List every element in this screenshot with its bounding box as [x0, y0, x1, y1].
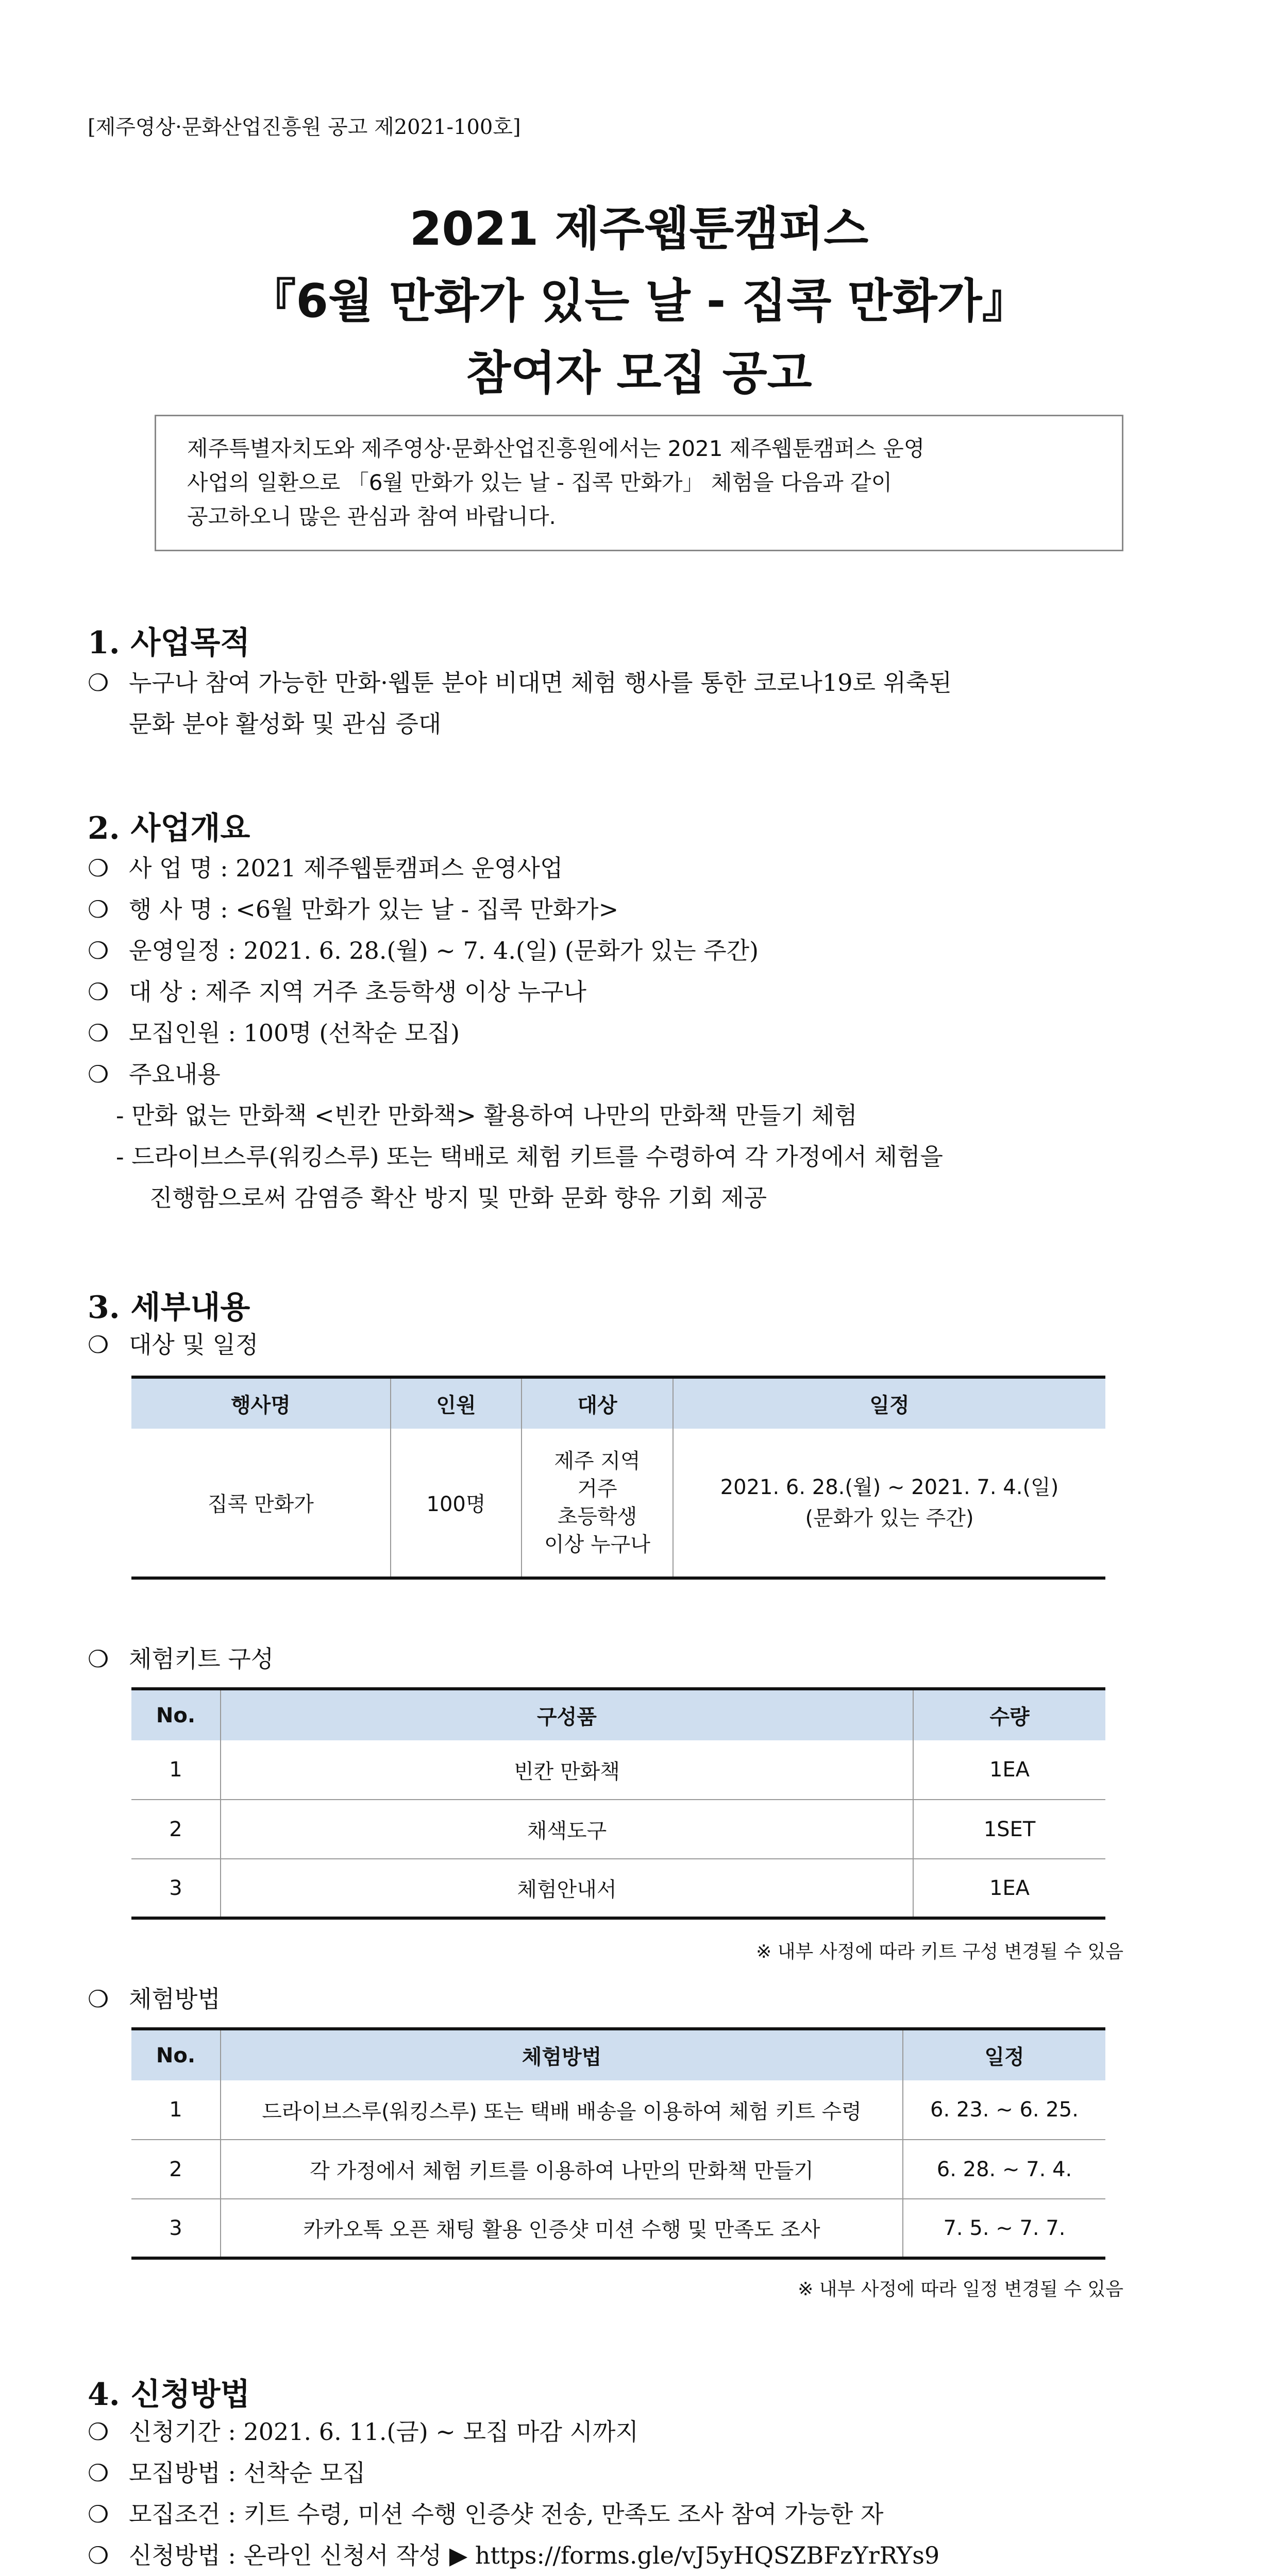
s2-item: [88, 1015, 460, 1051]
s2-item: [88, 933, 759, 969]
s4-item-apply: [88, 2537, 939, 2573]
s4-item: [88, 2414, 638, 2450]
col-header: No.: [131, 2029, 221, 2080]
s3-text: 대상 및 일정: [129, 1331, 259, 1359]
s3-target-label: [88, 1327, 258, 1363]
cell-no: 1: [131, 2080, 221, 2140]
s2-item: [88, 1056, 221, 1092]
cell-no: 3: [131, 2199, 221, 2258]
col-header: 구성품: [221, 1689, 913, 1740]
bullet-icon: ❍: [88, 1060, 109, 1088]
target-line: 초등학생: [557, 1504, 637, 1529]
section-3-title: 3. 세부내용: [88, 1290, 250, 1326]
bullet-icon: ❍: [88, 2500, 109, 2528]
target-line: 이상 누구나: [544, 1532, 650, 1556]
s2-item: [88, 891, 618, 927]
s2-content-1: - 만화 없는 만화책 <빈칸 만화책> 활용하여 나만의 만화책 만들기 체험: [116, 1101, 857, 1129]
bullet-icon: ❍: [88, 978, 109, 1006]
bullet-icon: ❍: [88, 2541, 109, 2569]
cell-method: 드라이브스루(워킹스루) 또는 택배 배송을 이용하여 체험 키트 수령: [221, 2080, 903, 2140]
title-line-2: 『6월 만화가 있는 날 - 집콕 만화가』: [249, 274, 1029, 328]
s4-item: [88, 2496, 883, 2532]
s2-text: 대 상 : 제주 지역 거주 초등학생 이상 누구나: [129, 978, 586, 1006]
event-name: 집콕 만화가: [131, 1429, 391, 1578]
schedule-table: [131, 1376, 1105, 1580]
s2-item: [88, 850, 563, 886]
event-count: 100명: [391, 1429, 522, 1578]
target-line: 거주: [577, 1477, 617, 1501]
title-line-3: 참여자 모집 공고: [466, 346, 812, 400]
col-header: 행사명: [131, 1377, 391, 1429]
bullet-icon: ❍: [88, 1985, 109, 2013]
s4-text: 신청기간 : 2021. 6. 11.(금) ~ 모집 마감 시까지: [129, 2418, 638, 2446]
intro-line: 공고하오니 많은 관심과 참여 바랍니다.: [187, 504, 556, 529]
s2-text: 모집인원 : 100명 (선착순 모집): [129, 1019, 460, 1047]
table-row: [131, 2080, 1105, 2140]
s2-text: 행 사 명 : <6월 만화가 있는 날 - 집콕 만화가>: [129, 895, 619, 923]
section-4-title: 4. 신청방법: [88, 2377, 250, 2413]
s4-text: 모집조건 : 키트 수령, 미션 수행 인증샷 전송, 만족도 조사 참여 가능한 자: [129, 2500, 884, 2528]
col-header: 인원: [391, 1377, 522, 1429]
event-schedule: [673, 1429, 1105, 1578]
bullet-icon: ❍: [88, 937, 109, 964]
table-row: [131, 1800, 1105, 1859]
schedule-line: 2021. 6. 28.(월) ~ 2021. 7. 4.(일): [720, 1475, 1059, 1499]
table-row: [131, 1859, 1105, 1918]
table-row: [131, 1740, 1105, 1800]
table-row: [131, 1429, 1105, 1578]
method-table: [131, 2027, 1105, 2260]
method-note: ※ 내부 사정에 따라 일정 변경될 수 있음: [798, 2279, 1123, 2300]
cell-item: 채색도구: [221, 1800, 913, 1859]
bullet-icon: ❍: [88, 1019, 109, 1047]
table-row: [131, 2140, 1105, 2199]
kit-note: ※ 내부 사정에 따라 키트 구성 변경될 수 있음: [756, 1941, 1123, 1962]
cell-no: 2: [131, 1800, 221, 1859]
intro-box: [155, 415, 1123, 551]
col-header: 일정: [673, 1377, 1105, 1429]
event-target: [522, 1429, 673, 1578]
s3-text: 체험키트 구성: [129, 1645, 274, 1673]
cell-no: 1: [131, 1740, 221, 1800]
kit-table: [131, 1687, 1105, 1920]
bullet-icon: ❍: [88, 1645, 109, 1673]
bullet-icon: ❍: [88, 2418, 109, 2446]
s2-item: [88, 974, 586, 1010]
bullet-icon: ❍: [88, 854, 109, 882]
cell-method: 카카오톡 오픈 채팅 활용 인증샷 미션 수행 및 만족도 조사: [221, 2199, 903, 2258]
col-header: No.: [131, 1689, 221, 1740]
bullet-icon: ❍: [88, 2459, 109, 2487]
title-line-1: 2021 제주웹툰캠퍼스: [409, 202, 869, 256]
s4-item: [88, 2455, 365, 2491]
s2-text: 운영일정 : 2021. 6. 28.(월) ~ 7. 4.(일) (문화가 있는 주간): [129, 937, 759, 964]
cell-no: 3: [131, 1859, 221, 1918]
col-header: 일정: [903, 2029, 1105, 2080]
cell-period: 6. 28. ~ 7. 4.: [903, 2140, 1105, 2199]
s1-text: 누구나 참여 가능한 만화·웹툰 분야 비대면 체험 행사를 통한 코로나19로 위축된: [129, 669, 952, 697]
intro-line: 사업의 일환으로 「6월 만화가 있는 날 - 집콕 만화가」 체험을 다음과 같이: [187, 470, 893, 495]
cell-period: 6. 23. ~ 6. 25.: [903, 2080, 1105, 2140]
notice-number: [제주영상·문화산업진흥원 공고 제2021-100호]: [88, 115, 521, 139]
cell-method: 각 가정에서 체험 키트를 이용하여 나만의 만화책 만들기: [221, 2140, 903, 2199]
col-header: 체험방법: [221, 2029, 903, 2080]
s2-content-2: - 드라이브스루(워킹스루) 또는 택배로 체험 키트를 수령하여 각 가정에서 체험을: [116, 1143, 943, 1171]
s3-kit-label: [88, 1641, 274, 1677]
col-header: 대상: [522, 1377, 673, 1429]
cell-period: 7. 5. ~ 7. 7.: [903, 2199, 1105, 2258]
bullet-icon: ❍: [88, 895, 109, 923]
section-2-title: 2. 사업개요: [88, 810, 250, 846]
s2-content-2-cont: 진행함으로써 감염증 확산 방지 및 만화 문화 향유 기회 제공: [149, 1184, 767, 1212]
s1-line-cont: 문화 분야 활성화 및 관심 증대: [129, 710, 442, 738]
s3-method-label: [88, 1981, 221, 2017]
cell-qty: 1EA: [913, 1740, 1105, 1800]
s2-text: 사 업 명 : 2021 제주웹툰캠퍼스 운영사업: [129, 854, 563, 882]
section-1-title: 1. 사업목적: [88, 625, 250, 661]
col-header: 수량: [913, 1689, 1105, 1740]
s4-text: 모집방법 : 선착순 모집: [129, 2459, 366, 2487]
table-row: [131, 2199, 1105, 2258]
s1-line: [88, 665, 952, 701]
schedule-line: (문화가 있는 주간): [805, 1506, 974, 1530]
s2-text: 주요내용: [129, 1060, 221, 1088]
cell-item: 빈칸 만화책: [221, 1740, 913, 1800]
cell-qty: 1SET: [913, 1800, 1105, 1859]
cell-no: 2: [131, 2140, 221, 2199]
cell-item: 체험안내서: [221, 1859, 913, 1918]
bullet-icon: ❍: [88, 1331, 109, 1359]
s3-text: 체험방법: [129, 1985, 221, 2013]
bullet-icon: ❍: [88, 669, 109, 697]
apply-link[interactable]: 신청방법 : 온라인 신청서 작성 ▶ https://forms.gle/vJ5yHQSZBFzYrRYs9: [129, 2541, 940, 2569]
intro-line: 제주특별자치도와 제주영상·문화산업진흥원에서는 2021 제주웹툰캠퍼스 운영: [187, 436, 925, 461]
target-line: 제주 지역: [554, 1449, 641, 1473]
cell-qty: 1EA: [913, 1859, 1105, 1918]
